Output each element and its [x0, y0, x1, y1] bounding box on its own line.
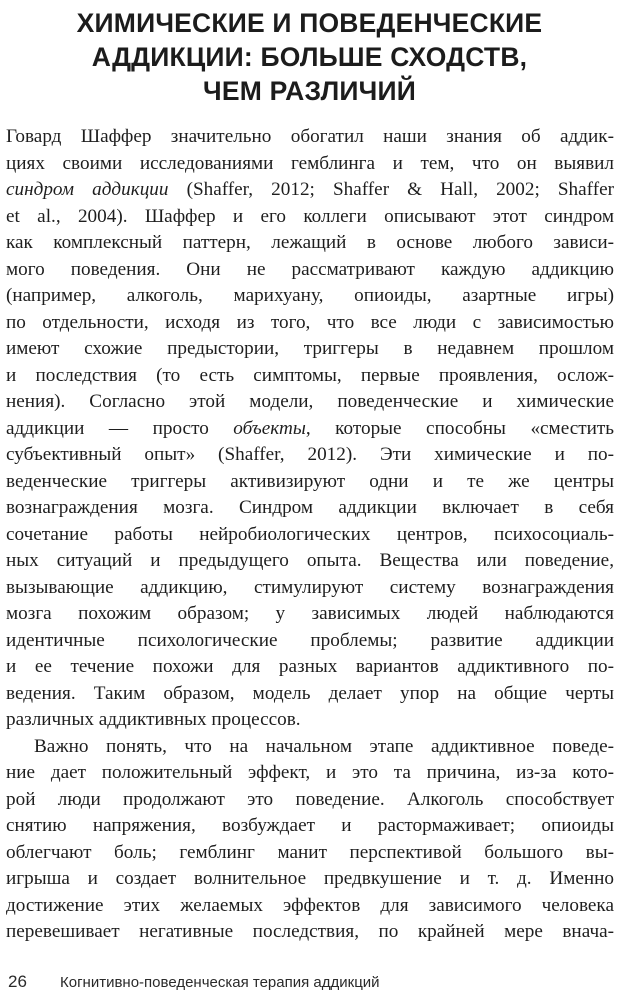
text-line: сочетание работы нейробиологических центров, психосоциаль- [6, 523, 614, 545]
text-line: вознаграждения мозга. Синдром аддикции включает в себя [6, 497, 614, 518]
text-line: по отдельности, исходя из того, что все люди с зависимостью [6, 311, 614, 333]
text-fragment: , которые способны «сместить [305, 417, 614, 439]
page-number: 26 [8, 972, 27, 991]
chapter-heading [20, 6, 599, 108]
text-line: нения). Согласно этой модели, поведенческие и химические [6, 391, 614, 412]
text-line: et al., 2004). Шаффер и его коллеги описывают этот синдром [6, 205, 614, 227]
page-footer [0, 970, 619, 994]
text-line: и ее течение похожи для разных вариантов аддиктивного по- [6, 656, 614, 677]
paragraph [6, 124, 614, 734]
body-text [6, 124, 614, 946]
heading-line: АДДИКЦИИ: БОЛЬШЕ СХОДСТВ, [91, 42, 528, 72]
text-line: идентичные психологические проблемы; развитие аддикции [6, 629, 614, 651]
text-line [6, 416, 614, 443]
text-line: Важно понять, что на начальном этапе аддиктивное поведе- [34, 735, 614, 757]
text-line: ведения. Таким образом, модель делает упор на общие черты [6, 682, 614, 704]
text-line: Говард Шаффер значительно обогатил наши знания об аддик- [6, 126, 614, 147]
text-fragment: аддикции — просто [6, 417, 234, 439]
text-line: ных ситуаций и предыдущего опыта. Вещества или поведение, [6, 550, 614, 571]
text-line: и последствия (то есть симптомы, первые проявления, ослож- [6, 364, 614, 386]
heading-line: ХИМИЧЕСКИЕ И ПОВЕДЕНЧЕСКИЕ [76, 8, 543, 38]
text-line: достижение этих желаемых эффектов для зависимого человека [6, 894, 614, 916]
text-line: субъективный опыт» (Shaffer, 2012). Эти химические и по- [6, 444, 614, 465]
text-line: перевешивает негативные последствия, по крайней мере вначa- [6, 921, 614, 942]
text-line: ние дает положительный эффект, и это та причина, из-за кото- [6, 762, 614, 783]
text-line [6, 177, 614, 204]
running-title: Когнитивно-поведенческая терапия аддикций [60, 974, 380, 991]
italic-term: объекты [233, 417, 306, 439]
text-line: вызывающие аддикцию, стимулируют систему вознаграждения [6, 576, 614, 598]
text-line: облегчают боль; гемблинг манит перспективой большого вы- [6, 841, 614, 863]
text-line: мого поведения. Они не рассматривают каждую аддикцию [6, 258, 614, 280]
text-line: игрыша и создает волнительное предвкушение и т. д. Именно [6, 868, 614, 889]
text-line: веденческие триггеры активизируют одни и те же центры [6, 470, 614, 492]
text-line: циях своими исследованиями гемблинга и тем, что он выявил [6, 152, 614, 174]
text-line: как комплексный паттерн, лежащий в основе любого зависи- [6, 232, 614, 253]
heading-line: ЧЕМ РАЗЛИЧИЙ [203, 76, 416, 106]
text-fragment: (Shaffer, 2012; Shaffer & Hall, 2002; Shaffer [168, 179, 614, 200]
text-line: имеют схожие предыстории, триггеры в недавнем прошлом [6, 338, 614, 359]
paragraph [6, 734, 614, 946]
text-line: (например, алкоголь, марихуану, опиоиды, азартные игры) [6, 285, 614, 306]
italic-term: синдром аддикции [6, 179, 169, 200]
text-line: различных аддиктивных процессов. [6, 709, 301, 730]
text-line: рой люди продолжают это поведение. Алкоголь способствует [6, 788, 614, 810]
text-line: снятию напряжения, возбуждает и растормаживает; опиоиды [6, 815, 614, 836]
text-line: мозга похожим образом; у зависимых людей наблюдаются [6, 603, 614, 624]
